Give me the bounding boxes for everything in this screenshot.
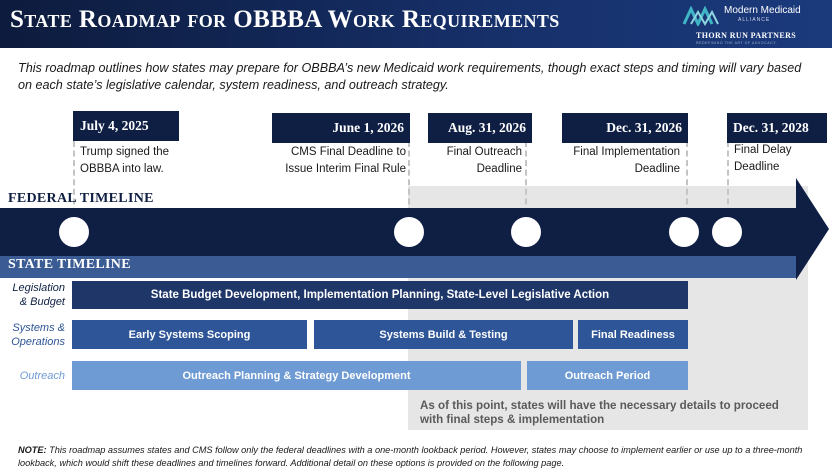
event-text-aug-2026: Final Outreach Deadline xyxy=(446,146,522,175)
milestone-circle-jul-2025 xyxy=(59,217,89,247)
thorn-run-name: THORN RUN PARTNERS xyxy=(696,31,797,40)
date-box-aug-2026 xyxy=(428,113,532,143)
footnote xyxy=(18,444,828,469)
federal-timeline-label: FEDERAL TIMELINE xyxy=(8,191,154,206)
date-label: July 4, 2025 xyxy=(80,118,149,133)
row-label-legislation: Legislation & Budget xyxy=(12,282,65,308)
milestone-circle-dec-2026 xyxy=(669,217,699,247)
proceed-note: As of this point, states will have the necessary details to proceed with final steps & implementation xyxy=(420,399,779,426)
event-text-dec-2026: Final Implementation Deadline xyxy=(573,146,680,175)
bar-outreach-period: Outreach Period xyxy=(527,361,688,390)
thorn-run-tagline: REDEFINING THE ART OF ADVOCACY. xyxy=(696,41,778,45)
milestone-circle-jun-2026 xyxy=(394,217,424,247)
milestone-circle-dec-2028 xyxy=(712,217,742,247)
row-label-systems: Systems & Operations xyxy=(11,322,65,348)
date-box-dec-2028 xyxy=(727,113,827,143)
bar-legislation-budget: State Budget Development, Implementation Planning, State-Level Legislative Action xyxy=(72,281,688,309)
state-timeline-label: STATE TIMELINE xyxy=(8,257,131,272)
date-box-jul-2025 xyxy=(73,111,179,141)
row-label-outreach: Outreach xyxy=(19,370,65,382)
bar-systems-build-testing: Systems Build & Testing xyxy=(314,320,573,349)
date-box-jun-2026 xyxy=(272,113,410,143)
date-label: June 1, 2026 xyxy=(332,120,404,135)
page-title: State Roadmap for OBBBA Work Requirements xyxy=(10,6,560,33)
modern-medicaid-sub: ALLIANCE xyxy=(738,17,771,23)
modern-medicaid-name: Modern Medicaid xyxy=(724,5,801,16)
bar-early-systems-scoping: Early Systems Scoping xyxy=(72,320,307,349)
footnote-text: This roadmap assumes states and CMS follow only the federal deadlines with a one-month lookback period. However, states may choose to implement earlier or use up to a three-month lookback, which would shift these deadlines and timelines forward. Additional detail on these options is provided on the following page. xyxy=(18,445,803,468)
modern-medicaid-logo-icon xyxy=(682,6,720,26)
partner-logos xyxy=(680,4,830,44)
event-text-dec-2028: Final Delay Deadline xyxy=(734,144,792,173)
footnote-label: NOTE: xyxy=(18,445,47,455)
event-text-jun-2026: CMS Final Deadline to Issue Interim Final Rule xyxy=(285,146,406,175)
date-label: Aug. 31, 2026 xyxy=(447,120,526,135)
header-banner xyxy=(0,0,832,48)
event-text-jul-2025: Trump signed the OBBBA into law. xyxy=(80,146,170,175)
bar-outreach-planning: Outreach Planning & Strategy Development xyxy=(72,361,521,390)
date-box-dec-2026 xyxy=(562,113,688,143)
milestone-circle-aug-2026 xyxy=(511,217,541,247)
bar-final-readiness: Final Readiness xyxy=(578,320,688,349)
date-label: Dec. 31, 2028 xyxy=(733,120,809,135)
intro-text: This roadmap outlines how states may prepare for OBBBA’s new Medicaid work requirements, though exact steps and timing will vary based on each state’s legislative calendar, system readiness, and outreach strategy. xyxy=(18,61,802,92)
date-label: Dec. 31, 2026 xyxy=(606,120,682,135)
